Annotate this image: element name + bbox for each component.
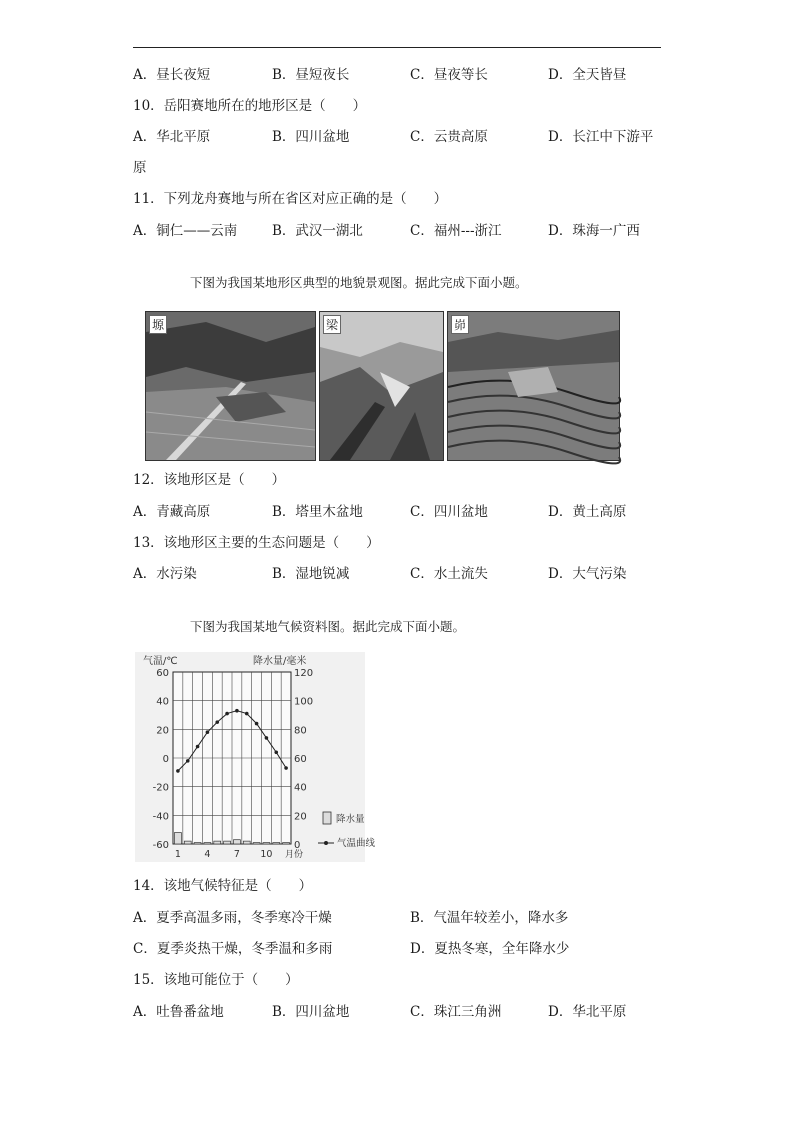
q10-option-b[interactable]: B．四川盆地 xyxy=(272,129,350,145)
chart-grid xyxy=(173,672,291,844)
right-tick-label: 120 xyxy=(294,668,314,679)
q12-option-d[interactable]: D．黄土高原 xyxy=(548,504,627,520)
precip-bar xyxy=(273,843,280,844)
q10-option-d-wrap: 原 xyxy=(133,160,147,176)
header-rule xyxy=(133,47,661,48)
x-tick-label: 4 xyxy=(204,849,211,860)
q15-option-d[interactable]: D．华北平原 xyxy=(548,1004,627,1020)
x-tick-label: 10 xyxy=(260,849,273,860)
q10-option-a[interactable]: A．华北平原 xyxy=(133,129,211,145)
temp-point xyxy=(176,769,180,773)
photo-label-liang: 梁 xyxy=(323,315,341,334)
x-tick-label: 7 xyxy=(233,849,240,860)
chart-legend xyxy=(318,812,376,849)
photo-label-yuan: 塬 xyxy=(149,315,167,334)
left-axis-label: 气温/℃ xyxy=(143,656,178,667)
left-tick-label: 40 xyxy=(156,696,169,708)
x-unit-label: 月份 xyxy=(285,850,304,860)
q14-stem: 14．该地气候特征是（ ） xyxy=(133,878,313,894)
temp-point xyxy=(186,759,190,763)
left-tick-label: -40 xyxy=(152,811,169,823)
precip-bar xyxy=(184,841,191,844)
right-tick-label: 80 xyxy=(294,725,307,737)
photo-liang xyxy=(319,311,444,461)
intro-landform: 下图为我国某地形区典型的地貌景观图。据此完成下面小题。 xyxy=(190,275,528,290)
q14-option-a[interactable]: A．夏季高温多雨，冬季寒冷干燥 xyxy=(133,910,332,926)
precip-bar xyxy=(214,841,221,844)
temp-point xyxy=(265,736,269,740)
q15-stem: 15．该地可能位于（ ） xyxy=(133,972,299,988)
precip-bar xyxy=(194,843,201,844)
temp-point xyxy=(255,722,259,726)
q11-option-b[interactable]: B．武汉一湖北 xyxy=(272,223,363,239)
q15-option-a[interactable]: A．吐鲁番盆地 xyxy=(133,1004,224,1020)
q11-option-a[interactable]: A．铜仁——云南 xyxy=(133,223,238,239)
q12-stem: 12．该地形区是（ ） xyxy=(133,472,286,488)
q12-option-c[interactable]: C．四川盆地 xyxy=(410,504,488,520)
precip-bar xyxy=(243,841,250,844)
temp-point xyxy=(206,730,210,734)
climate-chart-svg xyxy=(135,652,376,862)
landform-photos xyxy=(145,303,618,458)
left-tick-label: -20 xyxy=(152,782,169,794)
precip-bar xyxy=(204,843,211,844)
photo-mao-image xyxy=(448,312,619,460)
right-axis-label: 降水量/毫米 xyxy=(253,656,307,667)
q11-option-c[interactable]: C．福州---浙江 xyxy=(410,223,502,239)
q11-stem: 11．下列龙舟赛地与所在省区对应正确的是（ ） xyxy=(133,191,448,207)
right-tick-label: 100 xyxy=(294,696,314,708)
precip-bar xyxy=(174,833,181,844)
temp-point xyxy=(235,709,239,713)
photo-label-mao: 峁 xyxy=(451,315,469,334)
q10-option-d[interactable]: D．长江中下游平 xyxy=(548,129,654,145)
q13-option-a[interactable]: A．水污染 xyxy=(133,566,197,582)
temp-point xyxy=(274,750,278,754)
right-tick-label: 40 xyxy=(294,782,307,794)
legend-temp: 气温曲线 xyxy=(337,838,376,849)
left-tick-label: 60 xyxy=(156,668,169,679)
intro-climate: 下图为我国某地气候资料图。据此完成下面小题。 xyxy=(190,619,466,634)
x-tick-label: 1 xyxy=(174,849,181,860)
precip-bar xyxy=(233,840,240,844)
photo-yuan xyxy=(145,311,316,461)
photo-yuan-image xyxy=(146,312,315,460)
photo-mao xyxy=(447,311,620,461)
q13-stem: 13．该地形区主要的生态问题是（ ） xyxy=(133,535,380,551)
temp-point xyxy=(284,766,288,770)
q14-option-c[interactable]: C．夏季炎热干燥，冬季温和多雨 xyxy=(133,941,333,957)
temp-point xyxy=(245,712,249,716)
q13-option-c[interactable]: C．水土流失 xyxy=(410,566,488,582)
legend-line-dot xyxy=(324,841,328,845)
q9-option-a[interactable]: A．昼长夜短 xyxy=(133,67,211,83)
right-tick-label: 20 xyxy=(294,811,307,823)
precip-bar xyxy=(253,843,260,844)
q15-option-c[interactable]: C．珠江三角洲 xyxy=(410,1004,502,1020)
temp-point xyxy=(196,745,200,749)
right-tick-label: 60 xyxy=(294,754,307,765)
q9-option-c[interactable]: C．昼夜等长 xyxy=(410,67,488,83)
q13-option-b[interactable]: B．湿地锐减 xyxy=(272,566,350,582)
left-tick-label: 20 xyxy=(156,725,169,737)
climate-chart xyxy=(135,652,376,862)
legend-bar-swatch xyxy=(323,812,331,824)
temp-point xyxy=(225,712,229,716)
q11-option-d[interactable]: D．珠海一广西 xyxy=(548,223,640,239)
q14-option-d[interactable]: D．夏热冬寒，全年降水少 xyxy=(410,941,570,957)
temp-point xyxy=(215,720,219,724)
q9-option-b[interactable]: B．昼短夜长 xyxy=(272,67,350,83)
precip-bar xyxy=(263,843,270,844)
precip-bar xyxy=(224,841,231,844)
legend-precip: 降水量 xyxy=(336,814,365,825)
precip-bar xyxy=(283,843,290,844)
photo-liang-image xyxy=(320,312,443,460)
left-tick-label: 0 xyxy=(162,754,169,765)
q14-option-b[interactable]: B．气温年较差小，降水多 xyxy=(410,910,569,926)
q15-option-b[interactable]: B．四川盆地 xyxy=(272,1004,350,1020)
left-tick-label: -60 xyxy=(152,840,169,851)
q10-option-c[interactable]: C．云贵高原 xyxy=(410,129,488,145)
q12-option-b[interactable]: B．塔里木盆地 xyxy=(272,504,363,520)
q13-option-d[interactable]: D．大气污染 xyxy=(548,566,627,582)
q12-option-a[interactable]: A．青藏高原 xyxy=(133,504,211,520)
q9-option-d[interactable]: D．全天皆昼 xyxy=(548,67,627,83)
right-tick-label: 0 xyxy=(294,840,301,851)
q10-stem: 10．岳阳赛地所在的地形区是（ ） xyxy=(133,98,367,114)
